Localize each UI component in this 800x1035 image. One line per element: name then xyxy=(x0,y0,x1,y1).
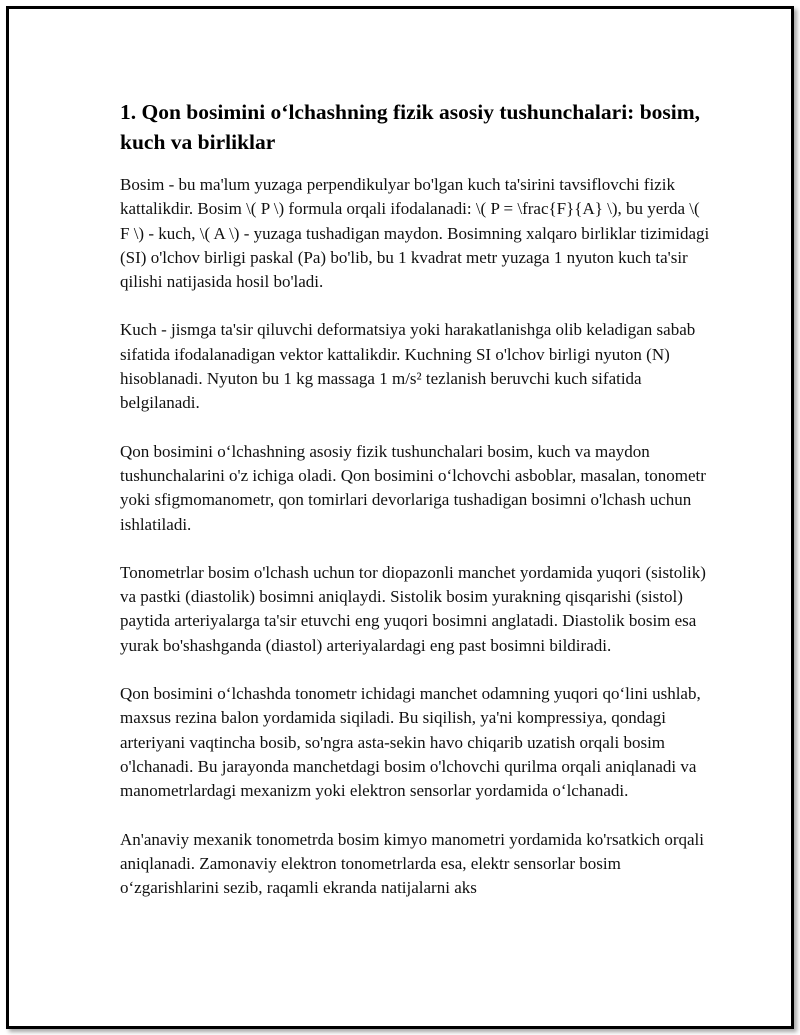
paragraph-force-definition: Kuch - jismga ta'sir qiluvchi deformatsiya yoki harakatlanishga olib keladigan sabab sifatida ifodalanadigan vektor kattalikdir. Kuchning SI o'lchov birligi nyuton (N) hisoblanadi. Nyuton bu 1 kg massaga 1 m/s² tezlanish beruvchi kuch sifatida belgilanadi. xyxy=(120,320,696,413)
paragraph-tonometers: Tonometrlar bosim o'lchash uchun tor diopazonli manchet yordamida yuqori (sistolik) va pastki (diastolik) bosimni aniqlaydi. Sistolik bosim yurakning qisqarishi (sistol) paytida arteriyalarga ta'sir etuvchi eng yuqori bosimni anglatadi. Diastolik bosim esa yurak bo'shashganda (diastol) arteriyalardagi eng past bosimni bildiradi. xyxy=(120,562,706,655)
paragraph-measurement-process: Qon bosimini o‘lchashda tonometr ichidagi manchet odamning yuqori qo‘lini ushlab, maxsus rezina balon yordamida siqiladi. Bu siqilish, ya'ni kompressiya, qondagi arteriyani vaqtincha bosib, so'ngra asta-sekin havo chiqarib uzatish orqali bosim o'lchanadi. Bu jarayonda manchetdagi bosim o'lchovchi qurilma orqali aniqlanadi va manometrlardagi mexanizm yoki elektron sensorlar yordamida o‘lchanadi. xyxy=(120,684,701,801)
section-heading: 1. Qon bosimini o‘lchashning fizik asosiy tushunchalari: bosim, kuch va birliklar xyxy=(120,100,701,154)
document-page xyxy=(6,6,794,1029)
paragraph-blood-pressure-concepts: Qon bosimini o‘lchashning asosiy fizik tushunchalari bosim, kuch va maydon tushunchalarini o'z ichiga oladi. Qon bosimini o‘lchovchi asboblar, masalan, tonometr yoki sfigmomanometr, qon tomirlari devorlariga tushadigan bosimni o'lchash uchun ishlatiladi. xyxy=(120,441,706,534)
paragraph-pressure-definition: Bosim - bu ma'lum yuzaga perpendikulyar bo'lgan kuch ta'sirini tavsiflovchi fizik kattalikdir. Bosim \( P \) formula orqali ifodalanadi: \( P = \frac{F}{A} \), bu yerda \( F \) - kuch, \( A \) - yuzaga tushadigan maydon. Bosimning xalqaro birliklar tizimidagi (SI) o'lchov birligi paskal (Pa) bo'lib, bu 1 kvadrat metr yuzaga 1 nyuton kuch ta'sir qilishi natijasida hosil bo'ladi. xyxy=(120,175,710,292)
paragraph-mechanical-vs-electronic: An'anaviy mexanik tonometrda bosim kimyo manometri yordamida ko'rsatkich orqali aniqlanadi. Zamonaviy elektron tonometrlarda esa, elektr sensorlar bosim o‘zgarishlarini sezib, raqamli ekranda natijalarni aks xyxy=(120,829,704,898)
document-body xyxy=(120,97,710,924)
